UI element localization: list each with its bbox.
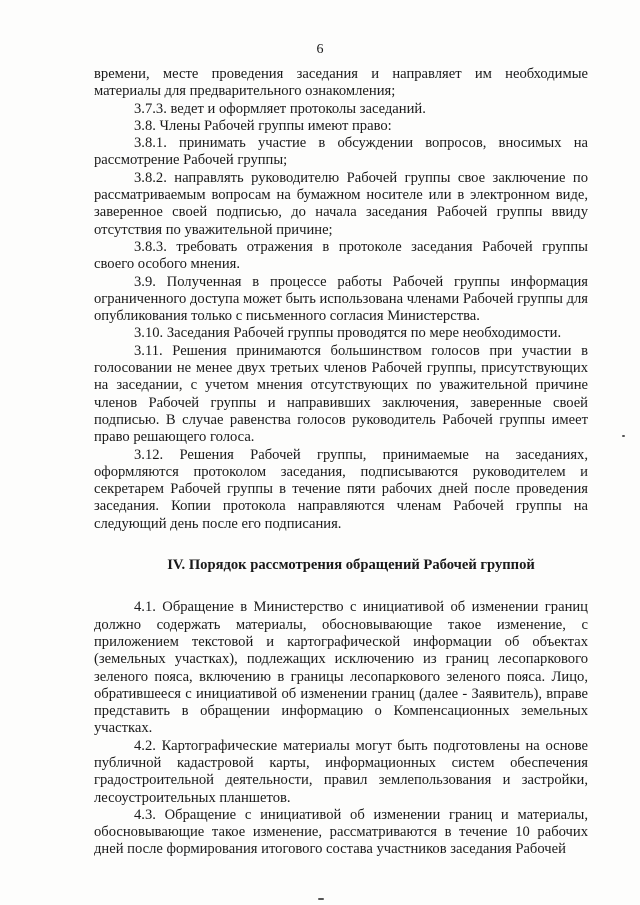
paragraph-3-11: 3.11. Решения принимаются большинством голосов при участии в голосовании не менее двух третьих членов Рабочей группы, присутствующих на заседании, с учетом мнения отсутствующих по уважительной причине членов Рабочей группы и направивших заключения, заверенные своей подписью. В случае равенства голосов руководитель Рабочей группы имеет право решающего голоса.: [94, 342, 588, 446]
document-body: [94, 66, 588, 859]
scan-speck: [622, 435, 625, 437]
paragraph-4-3: 4.3. Обращение с инициативой об изменении границ и материалы, обосновывающие такое изменение, рассматриваются в течение 10 рабочих дней после формирования итогового состава участников заседания Рабочей: [94, 806, 588, 858]
paragraph-3-8-3: 3.8.3. требовать отражения в протоколе заседания Рабочей группы своего особого мнения.: [94, 238, 588, 273]
paragraph-3-10: 3.10. Заседания Рабочей группы проводятся по мере необходимости.: [134, 325, 562, 342]
paragraph-3-9: 3.9. Полученная в процессе работы Рабочей группы информация ограниченного доступа может быть использована членами Рабочей группы для опубликования только с письменного согласия Министерства.: [94, 273, 588, 325]
paragraph-4-2: 4.2. Картографические материалы могут быть подготовлены на основе публичной кадастровой карты, информационных систем обеспечения градостроительной деятельности, правил землепользования и застройки, лесоустроительных планшетов.: [94, 737, 588, 806]
paragraph-3-12: 3.12. Решения Рабочей группы, принимаемые на заседаниях, оформляются протоколом заседания, подписываются руководителем и секретарем Рабочей группы в течение пяти рабочих дней после проведения заседания. Копии протокола направляются членам Рабочей группы на следующий день после его подписания.: [94, 446, 588, 532]
page-number: 6: [316, 42, 324, 57]
paragraph-3-7-3: 3.7.3. ведет и оформляет протоколы заседаний.: [134, 100, 426, 117]
section-three-continued: [94, 66, 588, 533]
paragraph-4-1: 4.1. Обращение в Министерство с инициативой об изменении границ должно содержать материалы, обосновывающие такое изменение, с приложением текстовой и картографической информации об объектах (земельных участках), подлежащих исключению из границ лесопаркового зеленого пояса, включению в границы лесопаркового зеленого пояса. Лицо, обратившееся с инициативой об изменении границ (далее - Заявитель), вправе представить в обращении информацию о Компенсационных земельных участках.: [94, 599, 588, 737]
paragraph-3-8: 3.8. Члены Рабочей группы имеют право:: [134, 117, 392, 134]
section-heading: IV. Порядок рассмотрения обращений Рабочей группой: [167, 557, 535, 574]
scan-speck: [318, 898, 324, 900]
paragraph-3-8-2: 3.8.2. направлять руководителю Рабочей группы свое заключение по рассматриваемым вопросам на бумажном носителе или в электронном виде, заверенное своей подписью, до начала заседания Рабочей группы ввиду отсутствия по уважительной причине;: [94, 169, 588, 238]
paragraph-3-8-1: 3.8.1. принимать участие в обсуждении вопросов, вносимых на рассмотрение Рабочей группы;: [94, 135, 588, 169]
section-four: [94, 599, 588, 858]
paragraph-continuation: времени, месте проведения заседания и направляет им необходимые материалы для предварительного ознакомления;: [94, 66, 588, 100]
